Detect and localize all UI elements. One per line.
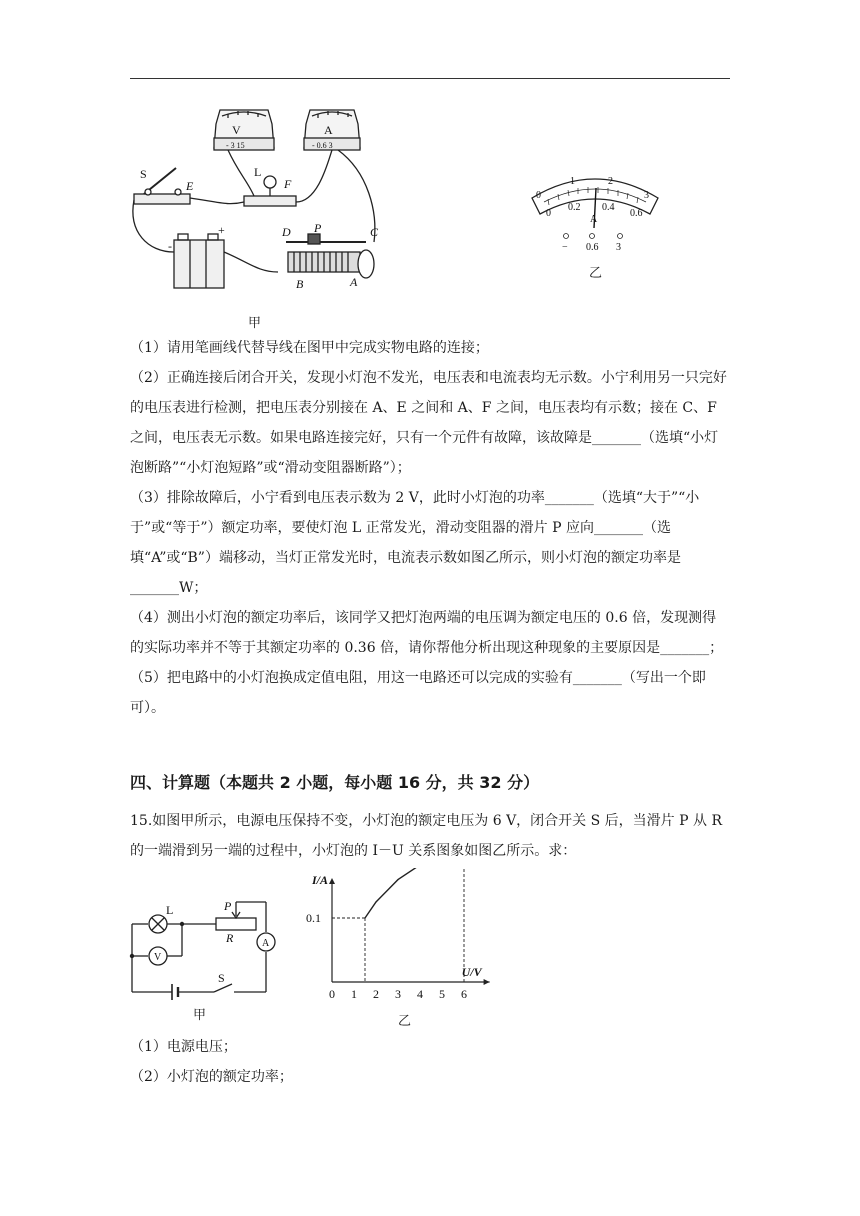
- question-list: [130, 333, 730, 723]
- question-5: （5）把电路中的小灯泡换成定值电阻，用这一电路还可以完成的实验有_______（写出一个即可）。: [130, 670, 706, 716]
- schematic-voltmeter-V: V: [154, 952, 162, 963]
- schematic-label-L: L: [166, 903, 174, 917]
- circuit-schematic: [126, 896, 276, 1000]
- x-tick-label: 2: [373, 987, 379, 1001]
- schematic-label-R: R: [226, 931, 234, 945]
- label-F: F: [284, 177, 292, 191]
- y-axis-arrow: [329, 878, 335, 884]
- question-4: （4）测出小灯泡的额定功率后，该同学又把灯泡两端的电压调为额定电压的 0.6 倍，发现测得的实际功率并不等于其额定功率的 0.36 倍，请你帮他分析出现这种现象的主要原因是_______；: [130, 610, 724, 656]
- iu-curve: [365, 868, 464, 918]
- figure-caption-yi-top: 乙: [589, 266, 603, 281]
- iu-point: [364, 917, 365, 918]
- iu-point: [375, 901, 376, 902]
- dial-terminal-3: 3: [616, 242, 621, 253]
- schematic-ammeter-A: A: [262, 938, 270, 949]
- ammeter-dial-figure: [528, 166, 662, 258]
- label-A: A: [350, 275, 358, 289]
- label-L: L: [254, 165, 262, 179]
- x-tick-label: 3: [395, 987, 401, 1001]
- problem-15: [130, 806, 730, 866]
- ammeter-terminals: - 0.6 3: [312, 141, 333, 150]
- label-E: E: [186, 179, 194, 193]
- question-2: （2）正确连接后闭合开关，发现小灯泡不发光，电压表和电流表均无示数。小宁利用另一只完好的电压表进行检测，把电压表分别接在 A、E 之间和 A、F 之间，电压表均有示数；接在 C、F 之间，电压表无示数。如果电路连接完好，只有一个元件有故障，该故障是_______（选填“小灯泡断路”“小灯泡短路”或“滑动变阻器断路”）；: [130, 370, 727, 476]
- x-tick-label: 4: [417, 987, 423, 1001]
- problem-15-text: 15.如图甲所示，电源电压保持不变，小灯泡的额定电压为 6 V，闭合开关 S 后，当滑片 P 从 R 的一端滑到另一端的过程中，小灯泡的 I－U 关系图象如图乙所示。求：: [130, 813, 722, 859]
- question-3: （3）排除故障后，小宁看到电压表示数为 2 V，此时小灯泡的功率_______（选填“大于”“小于”或“等于”）额定功率，要使灯泡 L 正常发光，滑动变阻器的滑片 P 应向_______（选填“A”或“B”）端移动，当灯正常发光时，电流表示数如图乙所示，则小灯泡的额定功率是_______W；: [130, 490, 700, 596]
- dial-top-2: 2: [608, 176, 613, 187]
- header-rule: [130, 78, 730, 79]
- dial-terminal-06: 0.6: [586, 242, 599, 253]
- x-tick-label: 0: [329, 987, 335, 1001]
- voltmeter-label: V: [232, 123, 241, 137]
- x-tick-label: 6: [461, 987, 467, 1001]
- voltmeter-terminals: - 3 15: [226, 141, 245, 150]
- label-P: P: [314, 221, 322, 235]
- sub-question-2: （2）小灯泡的额定功率；: [130, 1069, 293, 1085]
- figure-caption-jia-bottom: 甲: [193, 1008, 207, 1023]
- dial-terminal-minus: −: [562, 242, 568, 253]
- dial-bottom-0: 0: [546, 208, 551, 219]
- schematic-label-S: S: [218, 971, 225, 985]
- battery-minus: -: [168, 239, 172, 253]
- dial-top-3: 3: [644, 190, 649, 201]
- dial-bottom-04: 0.4: [602, 202, 615, 213]
- dial-top-0: 0: [536, 190, 541, 201]
- question-1: （1）请用笔画线代替导线在图甲中完成实物电路的连接；: [130, 340, 489, 356]
- x-tick-label: 5: [439, 987, 445, 1001]
- iu-point: [397, 879, 398, 880]
- label-C: C: [370, 225, 379, 239]
- ammeter-label: A: [324, 123, 333, 137]
- sub-question-1: （1）电源电压；: [130, 1039, 237, 1055]
- label-D: D: [282, 225, 291, 239]
- battery-plus: +: [218, 223, 225, 237]
- figure-caption-yi-bottom: 乙: [398, 1014, 412, 1029]
- physical-circuit-figure: [128, 102, 418, 302]
- label-S: S: [140, 167, 147, 181]
- x-axis-arrow: [484, 979, 490, 985]
- y-axis-label: I/A: [312, 873, 329, 887]
- y-tick-label: 0.1: [306, 911, 321, 925]
- x-axis-label: U/V: [461, 965, 482, 979]
- label-B: B: [296, 277, 304, 291]
- dial-bottom-02: 0.2: [568, 202, 581, 213]
- figure-caption-jia-top: 甲: [248, 316, 262, 331]
- x-tick-label: 1: [351, 987, 357, 1001]
- iu-chart: [300, 868, 500, 1008]
- dial-unit: A: [590, 214, 598, 225]
- dial-bottom-06: 0.6: [630, 208, 643, 219]
- sub-question-list: [130, 1032, 730, 1092]
- dial-top-1: 1: [570, 176, 575, 187]
- schematic-label-P: P: [224, 899, 232, 913]
- section-heading: 四、计算题（本题共 2 小题，每小题 16 分，共 32 分）: [130, 773, 540, 792]
